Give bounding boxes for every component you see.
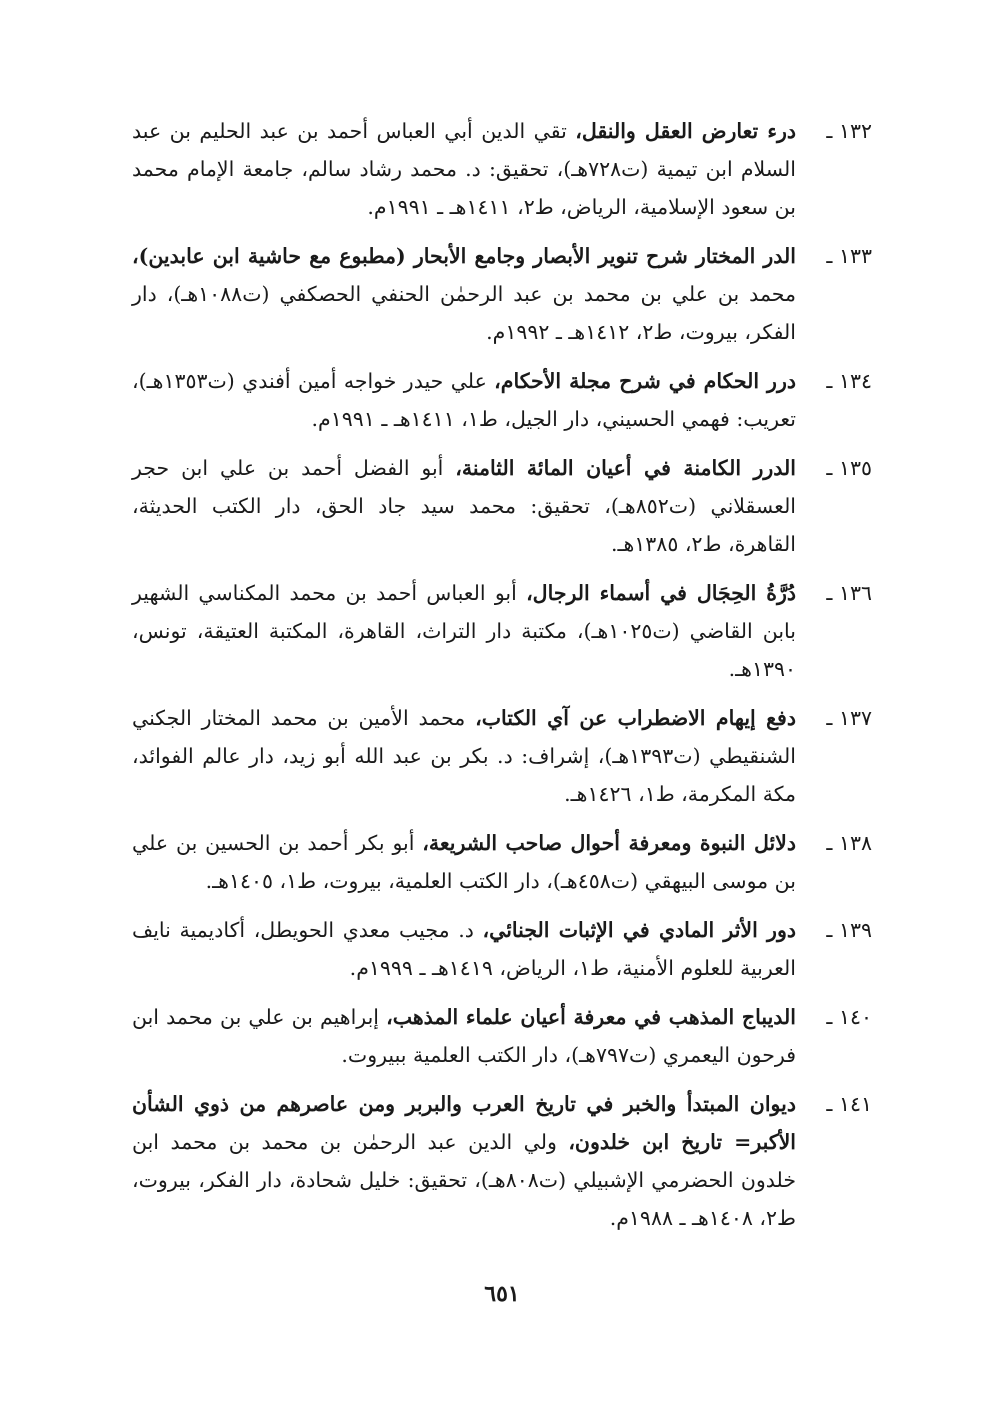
entry-number: ١٣٦ ـ bbox=[826, 581, 872, 605]
bibliography-entry bbox=[132, 362, 872, 438]
entry-number: ١٣٩ ـ bbox=[826, 918, 872, 942]
entry-title: الدر المختار شرح تنوير الأبصار وجامع الأبحار (مطبوع مع حاشية ابن عابدين)، bbox=[132, 244, 796, 268]
entry-title: درر الحكام في شرح مجلة الأحكام، bbox=[494, 369, 796, 393]
entry-details: أبو الفضل أحمد بن علي ابن حجر العسقلاني (ت٨٥٢هـ)، تحقيق: محمد سيد جاد الحق، دار الكتب الحديثة، القاهرة، ط٢، ١٣٨٥هـ. bbox=[132, 456, 797, 556]
entry-number: ١٣٧ ـ bbox=[826, 706, 872, 730]
entry-details: ولي الدين عبد الرحمٰن بن محمد بن محمد ابن خلدون الحضرمي الإشبيلي (ت٨٠٨هـ)، تحقيق: خليل شحادة، دار الفكر، بيروت، ط٢، ١٤٠٨هـ ـ ١٩٨٨م. bbox=[132, 1130, 797, 1230]
entry-number: ١٣٥ ـ bbox=[826, 456, 872, 480]
entry-details: إبراهيم بن علي بن محمد ابن فرحون اليعمري (ت٧٩٧هـ)، دار الكتب العلمية ببيروت. bbox=[132, 1005, 796, 1067]
entry-title: دلائل النبوة ومعرفة أحوال صاحب الشريعة، bbox=[422, 831, 797, 855]
entry-details: محمد الأمين بن محمد المختار الجكني الشنقيطي (ت١٣٩٣هـ)، إشراف: د. بكر بن عبد الله أبو زيد، دار عالم الفوائد، مكة المكرمة، ط١، ١٤٢٦هـ. bbox=[132, 706, 796, 806]
bibliography-entry bbox=[132, 574, 872, 688]
entry-title: الديباج المذهب في معرفة أعيان علماء المذهب، bbox=[386, 1005, 796, 1029]
bibliography-entry bbox=[132, 998, 872, 1074]
entry-number: ١٣٢ ـ bbox=[826, 119, 872, 143]
bibliography-entry bbox=[132, 237, 872, 351]
page-number: ٦٥١ bbox=[484, 1281, 520, 1307]
bibliography-entry bbox=[132, 824, 872, 900]
entry-details: د. مجيب معدي الحويطل، أكاديمية نايف العربية للعلوم الأمنية، ط١، الرياض، ١٤١٩هـ ـ ١٩٩٩م. bbox=[132, 918, 796, 980]
entry-number: ١٤٠ ـ bbox=[826, 1005, 872, 1029]
entry-number: ١٣٨ ـ bbox=[826, 831, 872, 855]
entry-details: محمد بن علي بن محمد بن عبد الرحمٰن الحنفي الحصكفي (ت١٠٨٨هـ)، دار الفكر، بيروت، ط٢، ١٤١٢هـ ـ ١٩٩٢م. bbox=[132, 282, 797, 344]
entry-details: أبو بكر أحمد بن الحسين بن علي بن موسى البيهقي (ت٤٥٨هـ)، دار الكتب العلمية، بيروت، ط١، ١٤٠٥هـ. bbox=[132, 831, 796, 893]
entry-details: أبو العباس أحمد بن محمد المكناسي الشهير بابن القاضي (ت١٠٢٥هـ)، مكتبة دار التراث، القاهرة، المكتبة العتيقة، تونس، ١٣٩٠هـ. bbox=[132, 581, 796, 681]
entry-title: ديوان المبتدأ والخبر في تاريخ العرب والبربر ومن عاصرهم من ذوي الشأن الأكبر= تاريخ ابن خلدون، bbox=[132, 1092, 796, 1154]
entry-details: تقي الدين أبي العباس أحمد بن عبد الحليم بن عبد السلام ابن تيمية (ت٧٢٨هـ)، تحقيق: د. محمد رشاد سالم، جامعة الإمام محمد بن سعود الإسلامية، الرياض، ط٢، ١٤١١هـ ـ ١٩٩١م. bbox=[132, 119, 796, 219]
entry-title: دفع إيهام الاضطراب عن آي الكتاب، bbox=[475, 706, 796, 730]
entry-details: علي حيدر خواجه أمين أفندي (ت١٣٥٣هـ)، تعريب: فهمي الحسيني، دار الجيل، ط١، ١٤١١هـ ـ ١٩٩١م. bbox=[132, 369, 796, 431]
bibliography-entry bbox=[132, 112, 872, 226]
bibliography-entry bbox=[132, 699, 872, 813]
bibliography-page bbox=[132, 112, 872, 1248]
bibliography-entry bbox=[132, 1085, 872, 1237]
entry-title: الدرر الكامنة في أعيان المائة الثامنة، bbox=[455, 456, 796, 480]
entry-title: دُرَّةُ الحِجَال في أسماء الرجال، bbox=[526, 581, 796, 605]
bibliography-entry bbox=[132, 449, 872, 563]
entry-number: ١٤١ ـ bbox=[826, 1092, 872, 1116]
entry-number: ١٣٤ ـ bbox=[826, 369, 872, 393]
entry-title: درء تعارض العقل والنقل، bbox=[575, 119, 796, 143]
bibliography-entry bbox=[132, 911, 872, 987]
entry-title: دور الأثر المادي في الإثبات الجنائي، bbox=[482, 918, 796, 942]
entry-number: ١٣٣ ـ bbox=[826, 244, 872, 268]
